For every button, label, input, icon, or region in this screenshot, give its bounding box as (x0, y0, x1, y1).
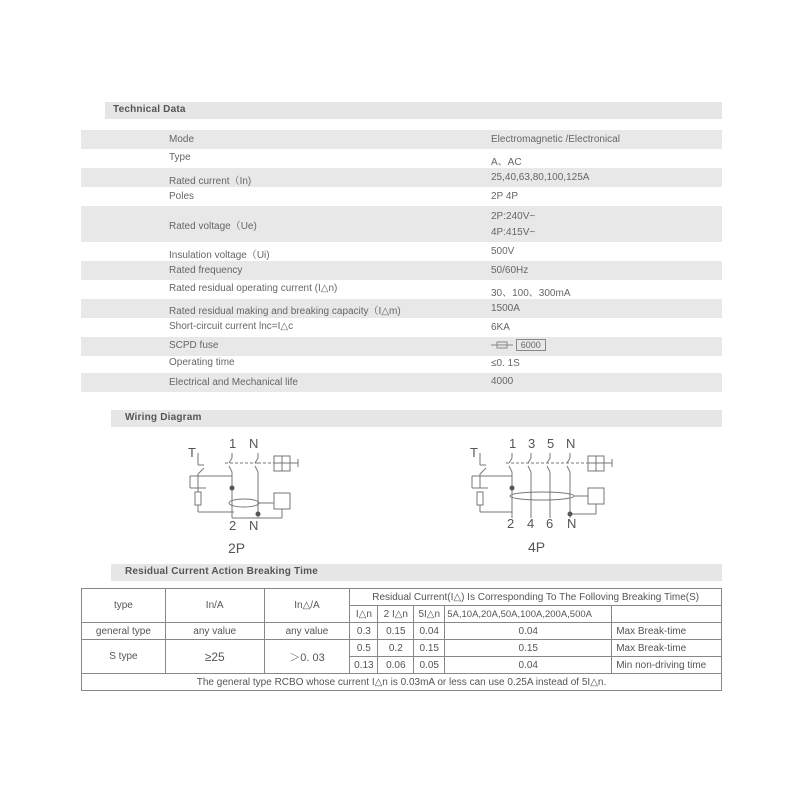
cell-type: general type (82, 623, 166, 640)
spec-value: 30、100、300mA (491, 288, 571, 299)
col-header: In△/A (264, 589, 350, 623)
spec-label: Rated current（In) (169, 176, 252, 187)
spec-row (81, 149, 722, 168)
spec-value: 2P 4P (491, 191, 519, 202)
breaking-time-header (111, 564, 722, 581)
spec-row (81, 261, 722, 280)
spec-label: Operating time (169, 357, 235, 368)
terminal-label: 1 (229, 436, 237, 451)
section-title: Wiring Diagram (125, 412, 202, 423)
cell-value: 0.5 (350, 640, 378, 657)
technical-data-header (105, 102, 722, 119)
spec-value: 4000 (491, 376, 514, 387)
table-footnote-row (82, 674, 722, 691)
spec-label: Type (169, 152, 191, 163)
spec-row (81, 299, 722, 318)
spec-value: 500V (491, 246, 515, 257)
spec-value: 2P:240V~ (491, 211, 536, 222)
terminal-label: 5 (547, 436, 555, 451)
diagram-caption: 4P (528, 539, 546, 555)
cell-idn: any value (264, 623, 350, 640)
spec-label: Short-circuit current lnc=I△c (169, 321, 294, 332)
cell-value: 0.2 (378, 640, 414, 657)
spec-label: Poles (169, 191, 195, 202)
spec-value: ≤0. 1S (491, 358, 520, 369)
diagram-caption: 2P (228, 540, 246, 556)
spec-label: Mode (169, 134, 195, 145)
col-header: type (82, 589, 166, 623)
terminal-label: N (249, 436, 259, 451)
sub-header: 5I△n (414, 606, 445, 623)
terminal-label: 3 (528, 436, 536, 451)
terminal-label: 6 (546, 516, 554, 531)
cell-value: 0.15 (378, 623, 414, 640)
spec-row (81, 168, 722, 187)
spec-value-secondary: 4P:415V~ (491, 227, 536, 238)
cell-value: 0.05 (414, 657, 445, 674)
wiring-diagram-header (111, 410, 722, 427)
table-row (82, 640, 722, 657)
cell-note: Min non-driving time (612, 657, 722, 674)
terminal-label: 1 (509, 436, 517, 451)
sub-header: I△n (350, 606, 378, 623)
col-header: Residual Current(I△) Is Corresponding To The Folloving Breaking Time(S) (350, 589, 722, 606)
cell-value: 0.15 (414, 640, 445, 657)
spec-row (81, 373, 722, 392)
cell-idn: ＞0. 03 (264, 640, 350, 674)
cell-note: Max Break-time (612, 623, 722, 640)
terminal-label: 2 (229, 518, 237, 533)
spec-value: A、AC (491, 157, 522, 168)
cell-value: 0.3 (350, 623, 378, 640)
terminal-label: 4 (527, 516, 535, 531)
spec-label: Rated residual operating current (I△n) (169, 283, 338, 294)
terminal-t: T (188, 445, 196, 460)
spec-row (81, 356, 722, 373)
section-title: Residual Current Action Breaking Time (125, 566, 318, 577)
terminal-t: T (470, 445, 478, 460)
section-title: Technical Data (113, 104, 186, 115)
sub-header: 5A,10A,20A,50A,100A,200A,500A (445, 606, 612, 623)
wiring-diagram-4p (462, 430, 622, 535)
spec-label: Rated residual making and breaking capacity（I△m) (169, 306, 401, 317)
terminal-label: N (249, 518, 259, 533)
spec-row (81, 242, 722, 261)
sub-header: 2 I△n (378, 606, 414, 623)
cell-in: any value (165, 623, 264, 640)
cell-value: 0.13 (350, 657, 378, 674)
spec-value: 6KA (491, 322, 510, 333)
cell-value: 0.15 (445, 640, 612, 657)
fuse-rating: 6000 (516, 339, 546, 351)
terminal-label: N (566, 436, 576, 451)
spec-row (81, 337, 722, 356)
spec-row (81, 206, 722, 242)
spec-label: Electrical and Mechanical life (169, 377, 298, 388)
table-header-row (82, 589, 722, 606)
spec-value: 1500A (491, 303, 520, 314)
cell-value: 0.04 (445, 623, 612, 640)
spec-label: Insulation voltage（Ui) (169, 250, 270, 261)
spec-row (81, 318, 722, 337)
col-header: In/A (165, 589, 264, 623)
spec-value: Electromagnetic /Electronical (491, 134, 620, 145)
spec-row (81, 187, 722, 206)
table-row (82, 623, 722, 640)
spec-value: 50/60Hz (491, 265, 529, 276)
breaking-time-table (81, 588, 722, 691)
spec-label: SCPD fuse (169, 340, 219, 351)
fuse-icon (491, 340, 513, 350)
cell-value: 0.04 (414, 623, 445, 640)
cell-value: 0.06 (378, 657, 414, 674)
spec-row (81, 280, 722, 299)
table-footnote: The general type RCBO whose current I△n is 0.03mA or less can use 0.25A instead of 5I△n. (82, 674, 722, 691)
sub-header-empty (612, 606, 722, 623)
terminal-label: N (567, 516, 577, 531)
cell-type: S type (82, 640, 166, 674)
spec-row (81, 130, 722, 149)
spec-value: 25,40,63,80,100,125A (491, 172, 590, 183)
wiring-diagram-2p (180, 430, 310, 535)
cell-note: Max Break-time (612, 640, 722, 657)
terminal-label: 2 (507, 516, 515, 531)
spec-value-fuse (491, 339, 546, 351)
cell-value: 0.04 (445, 657, 612, 674)
spec-label: Rated voltage（Ue) (169, 221, 257, 232)
cell-in: ≥25 (165, 640, 264, 674)
spec-label: Rated frequency (169, 265, 243, 276)
